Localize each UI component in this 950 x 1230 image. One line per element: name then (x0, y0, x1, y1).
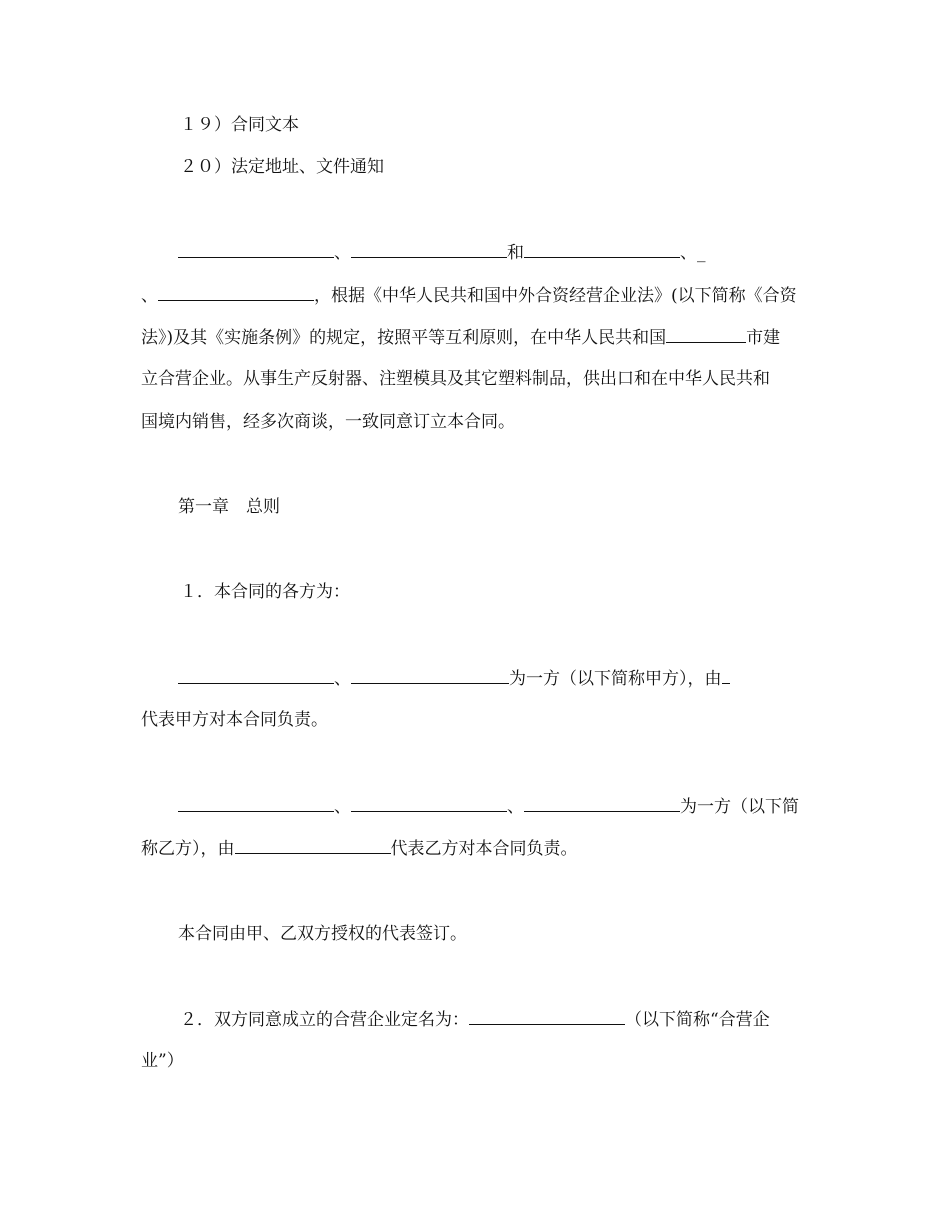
conjunction-and: 和 (507, 243, 524, 263)
blank-party-1 (178, 241, 334, 258)
separator: 、 (334, 243, 351, 263)
article-2-line-2: 业”） (141, 1051, 184, 1071)
party-a-text: 为一方（以下简称甲方），由 (509, 669, 722, 689)
blank-party-3 (524, 241, 680, 258)
preamble-text: 法》)及其《实施条例》的规定，按照平等互利原则，在中华人民共和国 (141, 328, 667, 348)
party-a-line-1 (178, 667, 730, 689)
separator: 、 (507, 797, 524, 817)
blank-city (666, 326, 746, 343)
toc-item-20: ２０）法定地址、文件通知 (180, 157, 384, 177)
blank-party-2 (351, 241, 507, 258)
separator: 、 (334, 797, 351, 817)
preamble-line-2 (141, 284, 797, 306)
blank-party-b-3 (524, 795, 680, 812)
preamble-line-3 (141, 326, 780, 348)
separator: 、 (680, 243, 697, 263)
article-2-line-1 (180, 1008, 770, 1030)
article-2-text: （以下简称“合营企 (625, 1010, 770, 1030)
blank-party-a-2 (351, 667, 509, 684)
preamble-line-4: 立合营企业。从事生产反射器、注塑模具及其它塑料制品，供出口和在中华人民共和 (141, 369, 770, 389)
article-2-text: ２．双方同意成立的合营企业定名为： (180, 1010, 469, 1030)
preamble-text: 市建 (746, 328, 781, 348)
blank-jv-name (469, 1008, 625, 1025)
blank-party-a-rep (722, 667, 730, 684)
party-b-text: 为一方（以下简 (680, 797, 799, 817)
party-b-text: 称乙方），由 (141, 839, 235, 859)
blank-party-b-2 (351, 795, 507, 812)
chapter-title: 第一章 总则 (178, 497, 280, 517)
party-b-line-2 (141, 837, 578, 859)
trailing-underscore: _ (697, 243, 706, 263)
separator: 、 (141, 286, 158, 306)
signing-statement: 本合同由甲、乙双方授权的代表签订。 (178, 924, 467, 944)
blank-party-b-1 (178, 795, 334, 812)
blank-party-4 (158, 284, 314, 301)
party-b-text: 代表乙方对本合同负责。 (390, 839, 578, 859)
blank-party-b-rep (235, 837, 391, 854)
toc-item-19: １９）合同文本 (180, 115, 299, 135)
article-1-heading: １．本合同的各方为： (180, 582, 350, 602)
party-a-line-2: 代表甲方对本合同负责。 (141, 710, 328, 730)
preamble-text: ，根据《中华人民共和国中外合资经营企业法》(以下简称《合资 (314, 286, 797, 306)
blank-party-a-1 (178, 667, 334, 684)
preamble-line-1 (178, 241, 706, 263)
party-b-line-1 (178, 795, 799, 817)
preamble-line-5: 国境内销售，经多次商谈，一致同意订立本合同。 (141, 412, 515, 432)
separator: 、 (334, 669, 351, 689)
